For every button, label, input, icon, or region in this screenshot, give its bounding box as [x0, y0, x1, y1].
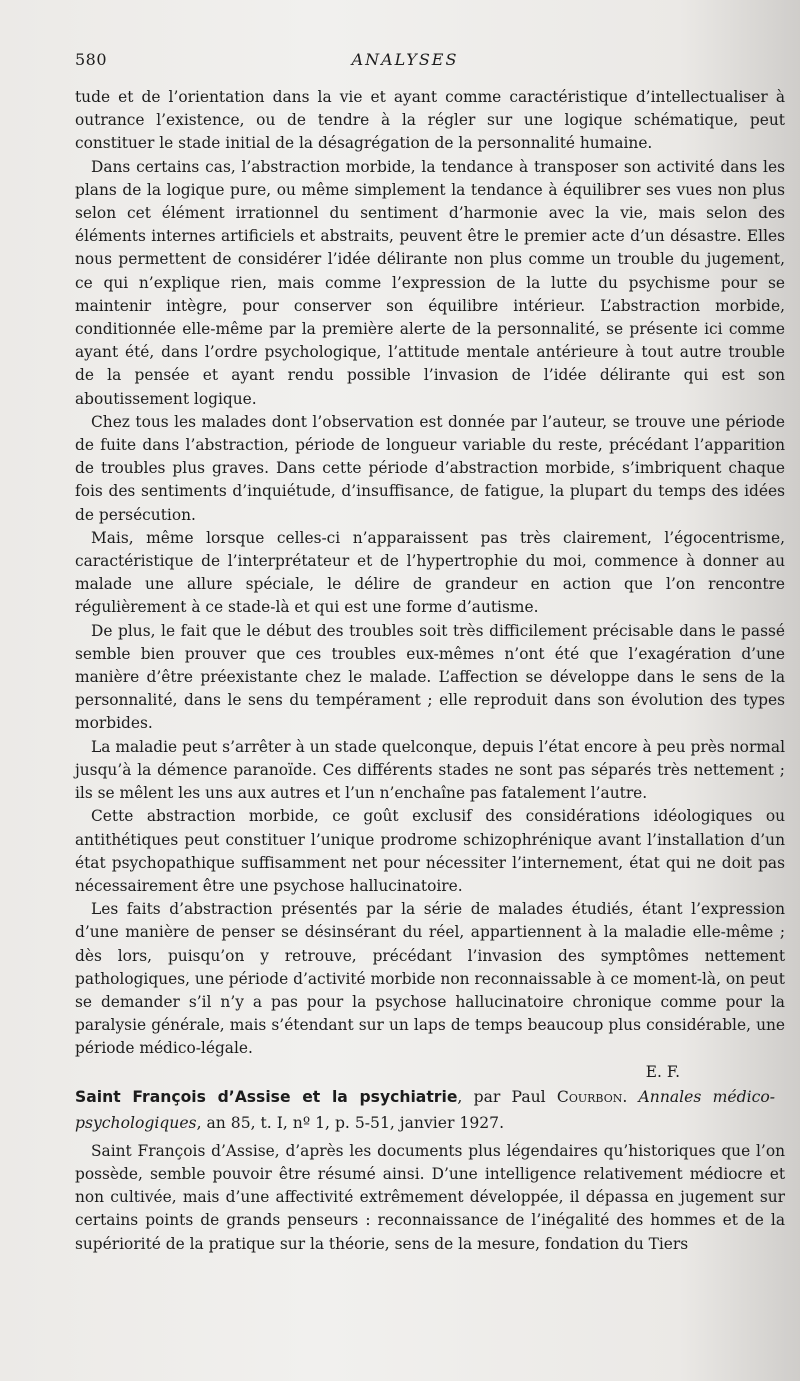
paragraph: La maladie peut s’arrêter à un stade quelconque, depuis l’état encore à peu près normal jusqu’à la démence paranoïde. Ces différents stades ne sont pas séparés très nettement ; ils se mêlent les uns aux autres et l’un n’enchaîne pas fatalement l’autre.: [75, 737, 785, 803]
review-by: , par Paul: [457, 1087, 557, 1106]
review-author: Courbon: [556, 1087, 623, 1106]
paragraph-final: [75, 898, 785, 1060]
paragraph-text: Les faits d’abstraction présentés par la série de malades étudiés, étant l’expression d’une manière de penser se désinsérant du réel, appartiennent à la maladie elle-même ; dès lors, puisqu’on y retrouve, précédant l’invasion des symptômes nettement pathologiques, une période d’activité morbide non reconnaissable à ce moment-là, on peut se demander s’il n’y a pas pour la psychose hallucinatoire chronique comme pour la paralysie générale, mais s’étendant sur un laps de temps beaucoup plus considérable, une période médico-légale.: [75, 900, 785, 1058]
paragraph: Mais, même lorsque celles-ci n’apparaissent pas très clairement, l’égocentrisme, caractéristique de l’interprétateur et de l’hypertrophie du moi, commence à donner au malade une allure spéciale, le délire de grandeur en action que l’on rencontre régulièrement à ce stade-là et qui est une forme d’autisme.: [75, 528, 785, 617]
review-dot: .: [622, 1087, 639, 1106]
review-citation: , an 85, t. I, nº 1, p. 5-51, janvier 1927.: [196, 1113, 505, 1132]
page-number: 580: [75, 50, 108, 69]
paragraph: Chez tous les malades dont l’observation est donnée par l’auteur, se trouve une période de fuite dans l’abstraction, période de longueur variable du reste, précédant l’apparition de troubles plus graves. Dans cette période d’abstraction morbide, s’imbriquent chaque fois des sentiments d’inquiétude, d’insuffisance, de fatigue, la plupart du temps des idées de persécution.: [75, 412, 785, 524]
page-body: [75, 86, 785, 1256]
paragraph: De plus, le fait que le début des troubles soit très difficilement précisable dans le passé semble bien prouver que ces troubles eux-mêmes n’ont été que l’exagération d’une manière d’être préexistante chez le malade. L’affection se développe dans le sens de la personnalité, dans le sens du tempérament ; elle reproduit dans son évolution des types morbides.: [75, 621, 785, 733]
paragraph: tude et de l’orientation dans la vie et ayant comme caractéristique d’intellectualiser à outrance l’existence, ou de tendre à la régler sur une logique schématique, peut constituer le stade initial de la désagrégation de la personnalité humaine.: [75, 88, 785, 153]
running-head: [75, 50, 735, 74]
reviewer-signature: E. F.: [645, 1062, 680, 1081]
review-heading: [75, 1084, 785, 1136]
paragraph: Cette abstraction morbide, ce goût exclusif des considérations idéologiques ou antithétiques peut constituer l’unique prodrome schizophrénique avant l’installation d’un état psychopathique suffisamment net pour nécessiter l’internement, état qui ne doit pas nécessairement être une psychose hallucinatoire.: [75, 807, 785, 895]
running-title: ANALYSES: [351, 50, 459, 69]
signature-line: [75, 1061, 785, 1084]
review-journal: Annales médico-psychologiques: [75, 1087, 775, 1132]
paragraph: Dans certains cas, l’abstraction morbide, la tendance à transposer son activité dans les plans de la logique pure, ou même simplement la tendance à équilibrer ses vues non plus selon cet élément irrationnel du sentiment d’harmonie avec la vie, mais selon des éléments internes artificiels et abstraits, peuvent être le premier acte d’un désastre. Elles nous permettent de considérer l’idée délirante non plus comme un trouble du jugement, ce qui n’explique rien, mais comme l’expression de la lutte du psychisme pour se maintenir intègre, pour conserver son équilibre intérieur. L’abstraction morbide, conditionnée elle-même par la première alerte de la personnalité, se présente ici comme ayant été, dans l’ordre psychologique, l’attitude mentale antérieure à tout autre trouble de la pensée et ayant rendu possible l’invasion de l’idée délirante qui est son aboutissement logique.: [75, 157, 785, 408]
review-title: Saint François d’Assise et la psychiatrie: [75, 1087, 458, 1106]
review-paragraph: Saint François d’Assise, d’après les documents plus légendaires qu’historiques que l’on possède, semble pouvoir être résumé ainsi. D’une intelligence relativement médiocre et non cultivée, mais d’une affectivité extrêmement développée, il dépassa en jugement sur certains points de grands penseurs : reconnaissance de l’inégalité des hommes et de la supériorité de la pratique sur la théorie, sens de la mesure, fondation du Tiers: [75, 1141, 785, 1253]
